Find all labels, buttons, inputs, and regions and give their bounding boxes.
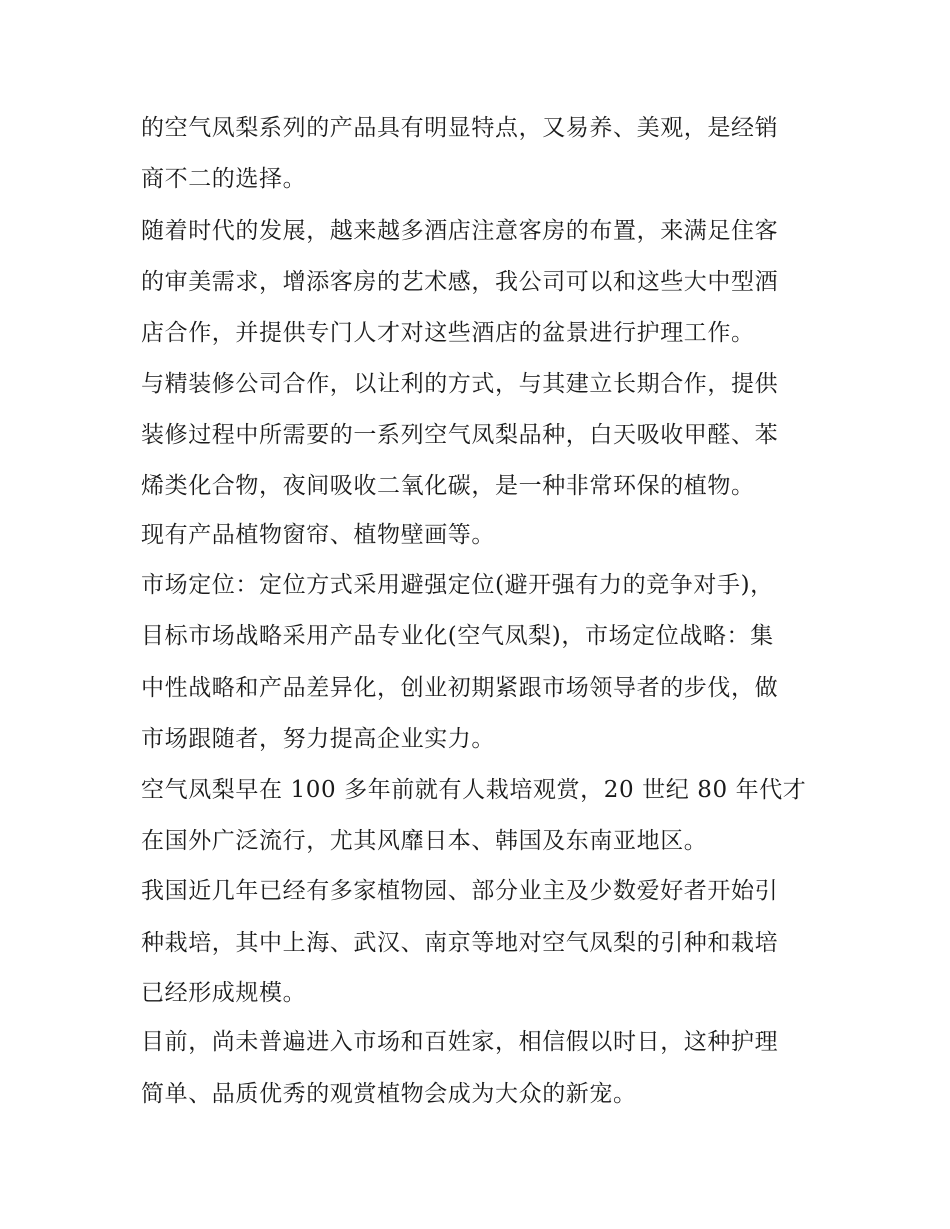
text-line: 随着时代的发展，越来越多酒店注意客房的布置，来满足住客 (141, 218, 779, 244)
text-line: 简单、品质优秀的观赏植物会成为大众的新宠。 (141, 1081, 637, 1107)
text-line: 店合作，并提供专门人才对这些酒店的盆景进行护理工作。 (141, 320, 755, 346)
text-line: 现有产品植物窗帘、植物壁画等。 (141, 522, 495, 548)
text-line: 中性战略和产品差异化，创业初期紧跟市场领导者的步伐，做 (141, 675, 779, 701)
text-line: 目前，尚未普遍进入市场和百姓家，相信假以时日，这种护理 (141, 1029, 779, 1055)
text-line: 我国近几年已经有多家植物园、部分业主及少数爱好者开始引 (141, 878, 779, 904)
text-line: 与精装修公司合作，以让利的方式，与其建立长期合作，提供 (141, 371, 779, 397)
text-line: 商不二的选择。 (141, 166, 307, 192)
text-line: 目标市场战略采用产品专业化(空气凤梨)，市场定位战略：集 (141, 623, 774, 649)
text-line: 种栽培，其中上海、武汉、南京等地对空气凤梨的引种和栽培 (141, 930, 779, 956)
text-line: 市场跟随者，努力提高企业实力。 (141, 726, 495, 752)
text-line: 烯类化合物，夜间吸收二氧化碳，是一种非常环保的植物。 (141, 473, 755, 499)
text-line: 的空气凤梨系列的产品具有明显特点，又易养、美观，是经销 (141, 115, 779, 141)
text-line: 装修过程中所需要的一系列空气凤梨品种，白天吸收甲醛、苯 (141, 422, 779, 448)
text-line: 在国外广泛流行，尤其风靡日本、韩国及东南亚地区。 (141, 828, 708, 854)
text-line: 市场定位：定位方式采用避强定位(避开强有力的竞争对手)， (141, 572, 774, 598)
text-line: 的审美需求，增添客房的艺术感，我公司可以和这些大中型酒 (141, 269, 779, 295)
text-line: 已经形成规模。 (141, 980, 307, 1006)
text-line: 空气凤梨早在 100 多年前就有人栽培观赏，20 世纪 80 年代才 (141, 777, 807, 803)
